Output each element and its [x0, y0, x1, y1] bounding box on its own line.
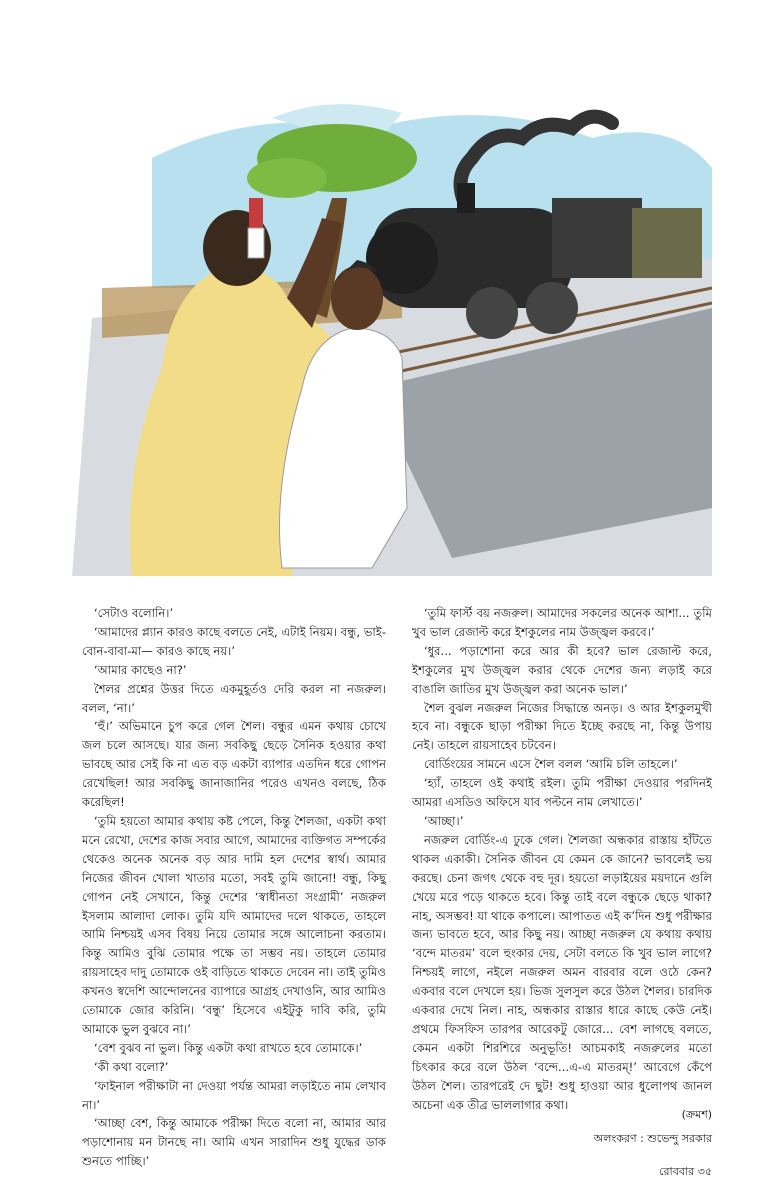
paragraph: ‘হ্যাঁ, তাহলে ওই কথাই রইল। তুমি পরীক্ষা দেওয়ার পরদিনই আমরা এসডিও অফিসে যাব পল্টনে নাম লেখাতে।’	[412, 776, 712, 810]
paragraph: ‘কী কথা বলো?’	[94, 1059, 169, 1074]
page-footer: রোববার ৩৫	[659, 1165, 712, 1178]
paragraph: ‘আচ্ছা।’	[424, 813, 464, 828]
story-illustration	[72, 88, 712, 576]
illustration-credit: অলংকরণ : শুভেন্দু সরকার	[593, 1132, 712, 1145]
left-column	[82, 604, 386, 1171]
paragraph: বোর্ডিংয়ের সামনে এসে শৈল বলল ‘আমি চলি তাহলে।’	[424, 757, 678, 772]
paragraph: ‘আমাদের প্ল্যান কারও কাছে বলতে নেই, এটাই নিয়ম। বন্ধু, ভাই-বোন-বাবা-মা— কারও কাছে নয়।’	[82, 624, 386, 658]
paragraph: ‘তুমি হয়তো আমার কথায় কষ্ট পেলে, কিন্তু শৈলজা, একটা কথা মনে রেখো, দেশের কাজ সবার আগে, আমাদের ব্যক্তিগত সম্পর্কের থেকেও অনেক অনেক বড় আর দামি হল দেশের স্বার্থ। আমার নিজের জীবন খোলা খাতার মতো, সবই তুমি জানো! বন্ধু, কিছু গোপন নেই সেখানে, কিন্তু দেশের ‘স্বাধীনতা সংগ্রামী’ নজরুল ইসলাম আলাদা লোক। তুমি যদি আমাদের দলে থাকতে, তাহলে আমি নিশ্চয়ই এসব বিষয় নিয়ে তোমার সঙ্গে আলোচনা করতাম। কিন্তু আমিও বুঝি তোমার পক্ষে তা সম্ভব নয়। তাহলে তোমার রায়সাহেব দাদু তোমাকে ওই বাড়িতে থাকতে দেবেন না। তাই তুমিও কখনও স্বদেশি আন্দোলনের ব্যাপারে আগ্রহ দেখাওনি, আর আমিও তোমাকে জোর করিনি। ‘বন্ধু’ হিসেবে এইটুকু দাবি করি, তুমি আমাকে ভুল বুঝবে না।’	[82, 813, 386, 1036]
paragraph: ‘সেটাও বলোনি।’	[94, 606, 174, 620]
paragraph: ‘বেশ বুঝব না ভুল। কিন্তু একটা কথা রাখতে হবে তোমাকে।’	[94, 1040, 363, 1055]
paragraph: ‘তুমি ফার্স্ট বয় নজরুল। আমাদের সকলের অনেক আশা... তুমি খুব ভাল রেজাল্ট করে ইশকুলের নাম উজ্জ্বল করবে।’	[412, 606, 712, 639]
paragraph: ‘আমার কাছেও না?’	[94, 662, 187, 677]
right-column	[412, 604, 712, 1114]
paragraph: ‘ফাইনাল পরীক্ষাটা না দেওয়া পর্যন্ত আমরা লড়াইতে নাম লেখাব না।’	[82, 1078, 386, 1112]
paragraph: ‘হুঁ।’ অভিমানে চুপ করে গেল শৈল। বন্ধুর এমন কথায় চোখে জল চলে আসছে। যার জন্য সবকিছু ছেড়ে সৈনিক হওয়ার কথা ভাবছে আর সেই কি না এত বড় একটা ব্যাপার এতদিন ধরে গোপন রেখেছিল! আর সবকিছু জানাজানির পরেও এখনও বলছে, ঠিক করেছিল!	[82, 719, 386, 810]
paragraph: নজরুল বোর্ডিং-এ ঢুকে গেল। শৈলজা অন্ধকার রাস্তায় হাঁটতে থাকল একাকী। সৈনিক জীবন যে কেমন কে জানে? ভাবলেই ভয় করছে। চেনা জগৎ থেকে বহু দূর। হয়তো লড়াইয়ের ময়দানে গুলি খেয়ে মরে পড়ে থাকতে হবে। কিন্তু তাই বলে বন্ধুকে ছেড়ে থাকা? নাহ, অসম্ভব! যা থাকে কপালে। আপাতত এই ক’দিন শুধু পরীক্ষার জন্য ভাবতে হবে, আর কিছু নয়। আচ্ছা নজরুল যে কথায় কথায় ‘বন্দে মাতরম’ বলে হুংকার দেয়, সেটা বলতে কি খুব ভাল লাগে? নিশ্চয়ই লাগে, নইলে নজরুল অমন বারবার বলে ওঠে কেন? একবার বলে দেখলে হয়। ভিজ সুলসুল করে উঠল শৈলর। চারদিক একবার দেখে নিল। নাহ, অন্ধকার রাস্তার ধারে কাছে কেউ নেই। প্রথমে ফিসফিস তারপর আরেকটু জোরে... বেশ লাগছে বলতে, কেমন একটা শিরশিরে অনুভূতি! আচমকাই নজরুলের মতো চিৎকার করে বলে উঠল ‘বন্দে...এ-এ মাতরম্‌!’ আবেগে কেঁপে উঠল শৈল। তারপরেই দে ছুট! শুধু হাওয়া আর ধুলোপথ জানল অচেনা এক তীব্র ভাললাগার কথা।	[412, 832, 712, 1112]
continued-label: (ক্রমশ)	[681, 1108, 712, 1121]
paragraph: শৈলর প্রশ্নের উত্তর দিতে একমুহূর্তও দেরি করল না নজরুল। বলল, ‘না।’	[82, 681, 386, 715]
paragraph: ‘আচ্ছা বেশ, কিন্তু আমাকে পরীক্ষা দিতে বলো না, আমার আর পড়াশোনায় মন টানছে না। আমি এখন সারাদিন শুধু যুদ্ধের ডাক শুনতে পাচ্ছি।’	[82, 1116, 386, 1169]
paragraph: শৈল বুঝল নজরুল নিজের সিদ্ধান্তে অনড়। ও আর ইশকুলমুখী হবে না। বন্ধুকে ছাড়া পরীক্ষা দিতে ইচ্ছে করছে না, কিন্তু উপায় নেই। তাহলে রায়সাহেব চটবেন।	[412, 700, 712, 753]
paragraph: ‘ধুর... পড়াশোনা করে আর কী হবে? ভাল রেজাল্ট করে, ইশকুলের মুখ উজ্জ্বল করার থেকে দেশের জন্য লড়াই করে বাঙালি জাতির মুখ উজ্জ্বল করা অনেক ভাল।’	[412, 643, 712, 696]
